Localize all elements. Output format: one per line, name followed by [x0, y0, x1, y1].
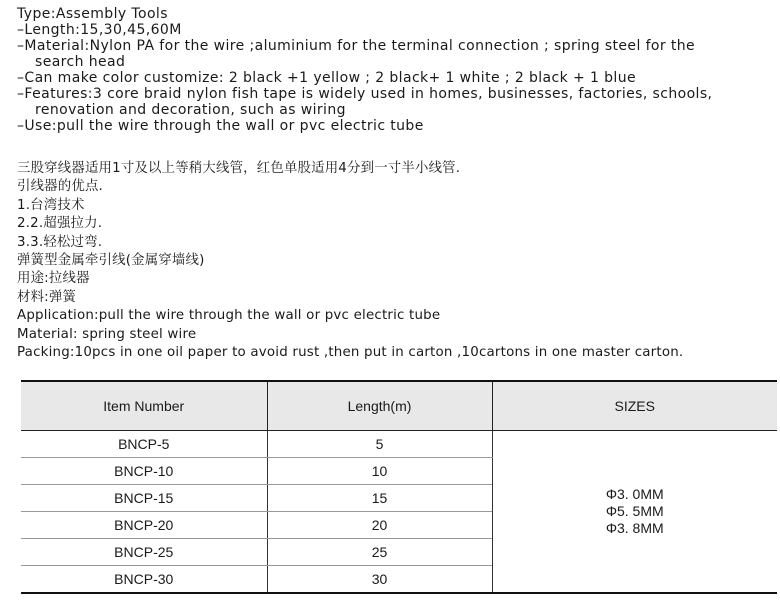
note-line: 用途:拉线器 [17, 271, 90, 287]
spec-length: –Length:15,30,45,60M [17, 22, 182, 38]
packing-line: Packing:10pcs in one oil paper to avoid rust ,then put in carton ,10cartons in one master carton. [17, 345, 684, 361]
item-number-cell: BNCP-15 [21, 485, 267, 512]
spec-list [17, 6, 777, 134]
application-line: Application:pull the wire through the wall or pvc electric tube [17, 308, 441, 324]
material-line: Material: spring steel wire [17, 326, 197, 342]
note-line: 3.3.轻松过弯. [17, 234, 103, 250]
item-number-cell: BNCP-5 [21, 431, 267, 458]
note-line: 三股穿线器适用1寸及以上等稍大线管，红色单股适用4分到一寸半小线管. [17, 161, 461, 176]
header-sizes: SIZES [492, 381, 777, 431]
spec-material-continued: search head [35, 54, 126, 70]
length-cell: 25 [267, 539, 492, 566]
length-cell: 15 [267, 485, 492, 512]
spec-color: –Can make color customize: 2 black +1 yellow ; 2 black+ 1 white ; 2 black + 1 blue [17, 70, 636, 86]
header-length: Length(m) [267, 381, 492, 431]
length-cell: 10 [267, 458, 492, 485]
note-line: 材料:弹簧 [17, 289, 77, 305]
product-table [21, 380, 777, 594]
spec-material: –Material:Nylon PA for the wire ;aluminium for the terminal connection ; spring steel for the [17, 38, 696, 54]
item-number-cell: BNCP-10 [21, 458, 267, 485]
spec-features: –Features:3 core braid nylon fish tape is widely used in homes, businesses, factories, schools, [17, 86, 713, 102]
spec-features-continued: renovation and decoration, such as wiring [35, 102, 346, 118]
note-line: 弹簧型金属牵引线(金属穿墙线) [17, 253, 205, 269]
header-item-number: Item Number [21, 381, 267, 431]
length-cell: 20 [267, 512, 492, 539]
length-cell: 30 [267, 566, 492, 594]
table-row [21, 431, 777, 458]
size-value: Φ3. 0MM [605, 486, 664, 502]
product-notes [17, 160, 777, 362]
spec-type: Type:Assembly Tools [17, 6, 168, 22]
item-number-cell: BNCP-30 [21, 566, 267, 594]
size-value: Φ3. 8MM [605, 520, 664, 536]
note-line: 2.2.超强拉力. [17, 216, 103, 232]
sizes-cell [492, 431, 777, 594]
item-number-cell: BNCP-25 [21, 539, 267, 566]
length-cell: 5 [267, 431, 492, 458]
table-header-row [21, 381, 777, 431]
note-line: 1.台湾技术 [17, 197, 85, 213]
item-number-cell: BNCP-20 [21, 512, 267, 539]
spec-use: –Use:pull the wire through the wall or pvc electric tube [17, 118, 424, 134]
size-value: Φ5. 5MM [605, 503, 664, 519]
note-line: 引线器的优点. [17, 179, 103, 195]
